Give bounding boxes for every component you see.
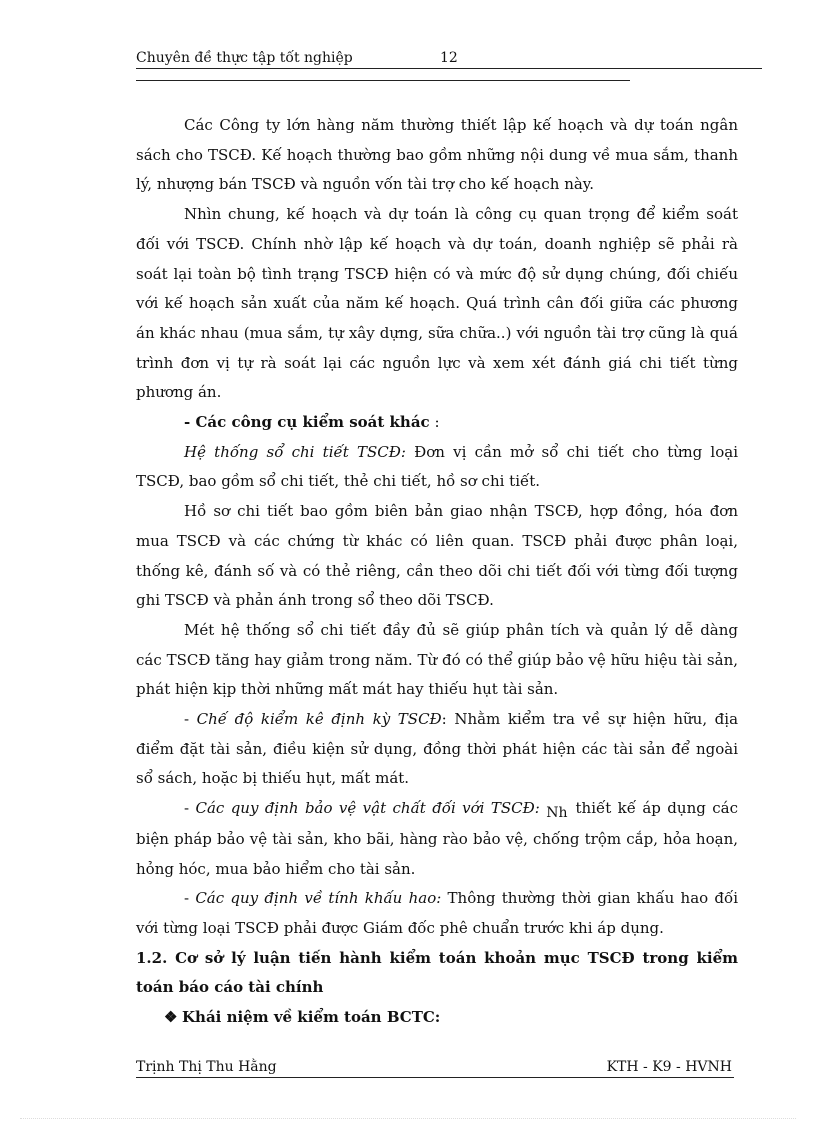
- page-edge-divider: [20, 1118, 796, 1119]
- paragraph: - Các quy định về tính khấu hao: Thông thường thời gian khấu hao đối với từng loại TSCĐ phải được Giám đốc phê chuẩn trước khi áp dụng.: [136, 889, 738, 937]
- paragraph: Hồ sơ chi tiết bao gồm biên bản giao nhận TSCĐ, hợp đồng, hóa đơn mua TSCĐ và các chứng từ khác có liên quan. TSCĐ phải được phân loại, thống kê, đánh số và có thẻ riêng, cần theo dõi chi tiết đối với từng đối tượng ghi TSCĐ và phản ánh trong sổ theo dõi TSCĐ.: [136, 502, 738, 610]
- footer-code: KTH - K9 - HVNH: [606, 1059, 732, 1075]
- paragraph: Nhìn chung, kế hoạch và dự toán là công cụ quan trọng để kiểm soát đối với TSCĐ. Chính nhờ lập kế hoạch và dự toán, doanh nghiệp sẽ phải rà soát lại toàn bộ tình trạng TSCĐ hiện có và mức độ sử dụng chúng, đối chiếu với kế hoạch sản xuất của năm kế hoạch. Quá trình cân đối giữa các phương án khác nhau (mua sắm, tự xây dựng, sữa chữa..) với nguồn tài trợ cũng là quá trình đơn vị tự rà soát lại các nguồn lực và xem xét đánh giá chi tiết từng phương án.: [136, 205, 738, 402]
- footer-author: Trịnh Thị Thu Hằng: [136, 1059, 277, 1075]
- paragraph: Mét hệ thống sổ chi tiết đầy đủ sẽ giúp phân tích và quản lý dễ dàng các TSCĐ tăng hay giảm trong năm. Từ đó có thể giúp bảo vệ hữu hiệu tài sản, phát hiện kịp thời những mất mát hay thiếu hụt tài sản.: [136, 620, 738, 699]
- paragraph: Hệ thống sổ chi tiết TSCĐ: Đơn vị cần mở sổ chi tiết cho từng loại TSCĐ, bao gồm sổ chi tiết, thẻ chi tiết, hồ sơ chi tiết.: [136, 442, 738, 491]
- page-header: [136, 50, 762, 69]
- paragraph: - Các công cụ kiểm soát khác :: [184, 413, 440, 432]
- paragraph: - Các quy định bảo vệ vật chất đối với TSCĐ: Nh thiết kế áp dụng các biện pháp bảo vệ tài sản, kho bãi, hàng rào bảo vệ, chống trộm cắp, hỏa hoạn, hỏng hóc, mua bảo hiểm cho tài sản.: [136, 799, 738, 878]
- page-footer: [136, 1059, 734, 1078]
- section-heading: 1.2. Cơ sở lý luận tiến hành kiểm toán khoản mục TSCĐ trong kiểm toán báo cáo tài chính: [136, 948, 738, 997]
- diamond-bullet-icon: ❖: [164, 1008, 178, 1027]
- subheading: ❖ Khái niệm về kiểm toán BCTC:: [136, 1003, 738, 1033]
- header-divider: [136, 80, 630, 81]
- document-body: [136, 111, 738, 1033]
- header-title: Chuyên đề thực tập tốt nghiệp: [136, 50, 353, 66]
- page-number: 12: [440, 50, 458, 66]
- paragraph: Các Công ty lớn hàng năm thường thiết lập kế hoạch và dự toán ngân sách cho TSCĐ. Kế hoạch thường bao gồm những nội dung về mua sắm, thanh lý, nhượng bán TSCĐ và nguồn vốn tài trợ cho kế hoạch này.: [136, 116, 738, 194]
- paragraph: - Chế độ kiểm kê định kỳ TSCĐ: Nhằm kiểm tra về sự hiện hữu, địa điểm đặt tài sản, điều kiện sử dụng, đồng thời phát hiện các tài sản để ngoài sổ sách, hoặc bị thiếu hụt, mất mát.: [136, 710, 739, 788]
